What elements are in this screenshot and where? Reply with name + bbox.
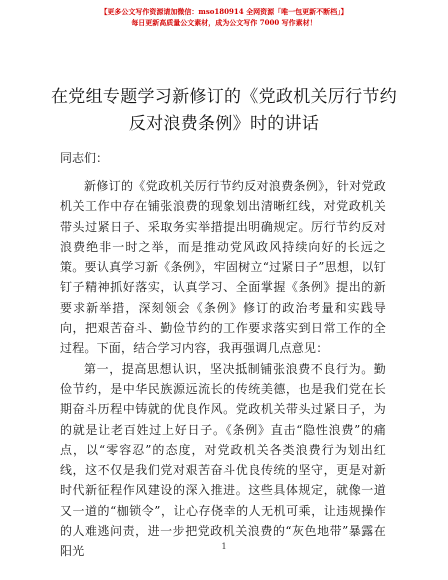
banner-line-1: 【更多公文写作资源请加微信：mso180914 全网资源「唯一包更新不断档」】 [100,7,348,16]
salutation: 同志们： [60,151,109,165]
page-number: 1 [221,542,227,551]
header-banner [0,6,448,28]
document-title [40,84,408,138]
paragraph: 第一，提高思想认识，坚决抵制铺张浪费不良行为。勤俭节约，是中华民族源远流长的传统美德，也是我们党在长期奋斗历程中铸就的优良作风。党政机关带头过紧日子，为的就是让老百姓过上好日子。《条例》直击“隐性浪费”的痛点，以“零容忍”的态度，对党政机关各类浪费行为划出红线，这不仅是我们党对艰苦奋斗优良传统的坚守，更是对新时代新征程作风建设的深入推进。这些具体规定，就像一道又一道的“枷锁令”，让心存侥幸的人无机可乘，让违规操作的人难逃问责，进一步把党政机关浪费的“灰色地带”暴露在阳光 [60,361,386,559]
title-line-2: 反对浪费条例》时的讲话 [128,114,320,134]
banner-line-2: 每日更新高质量公文素材，成为公文写作 7000 写作素材！ [131,18,317,27]
document-body [60,176,386,562]
paragraph: 新修订的《党政机关厉行节约反对浪费条例》，针对党政机关工作中存在铺张浪费的现象划出清晰红线，对党政机关带头过紧日子、采取务实举措提出明确规定。厉行节约反对浪费绝非一时之举，而是推动党风政风持续向好的长远之策。要认真学习新《条例》，牢固树立“过紧日子”思想，以钉钉子精神抓好落实，认真学习、全面掌握《条例》提出的新要求新举措，深刻领会《条例》修订的政治考量和实践导向，把艰苦奋斗、勤俭节约的工作要求落实到日常工作的全过程。下面，结合学习内容，我再强调几点意见： [60,179,386,356]
title-line-1: 在党组专题学习新修订的《党政机关厉行节约 [51,87,397,107]
